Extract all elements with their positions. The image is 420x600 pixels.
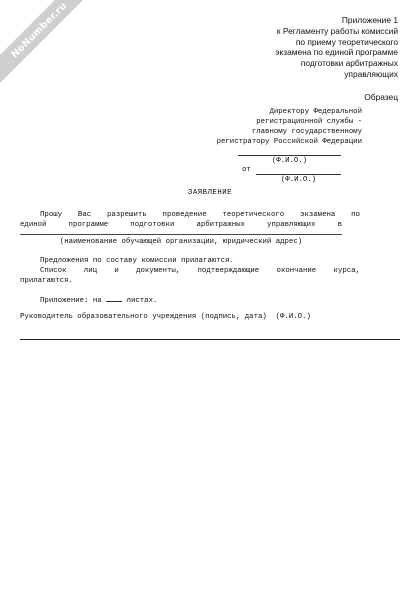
- addressee-fio-label: (Ф.И.О.): [271, 157, 308, 165]
- word: окончание: [276, 267, 317, 275]
- annex-line: Приложение 1: [341, 15, 398, 25]
- word: теоретического: [222, 211, 285, 219]
- word: и: [114, 267, 119, 275]
- word: экзамена: [300, 211, 336, 219]
- word: Прошу: [40, 211, 63, 219]
- word: разрешить: [107, 211, 147, 219]
- word: Список: [40, 267, 67, 275]
- word: лиц: [83, 267, 98, 275]
- addressee-line: Директору Федеральной: [269, 108, 362, 116]
- word: арбитражных: [196, 221, 245, 229]
- list-line-1: [20, 267, 360, 275]
- sheet-count-blank: [106, 294, 122, 302]
- watermark-text: NoNumber.ru: [8, 0, 70, 61]
- attachment-sheets: листах.: [126, 297, 158, 305]
- signature-line: Руководитель образовательного учреждения (подпись, дата) (Ф.И.О.): [20, 313, 311, 321]
- proposals-text: Предложения по составу комиссии прилагаются.: [40, 257, 234, 265]
- word: подтверждающие: [197, 267, 260, 275]
- annex-header: [198, 15, 398, 80]
- body-line-1: [20, 211, 360, 219]
- addressee-line: главному государственному: [251, 127, 362, 136]
- addressee-name-line: [238, 155, 341, 156]
- addressee-block: [162, 108, 362, 148]
- word: единой: [20, 221, 47, 229]
- word: по: [351, 211, 360, 219]
- sample-label: Образец: [364, 92, 398, 102]
- word: подготовки: [130, 221, 175, 229]
- addressee-line: регистратору Российской Федерации: [216, 137, 362, 146]
- word: управляющих: [267, 221, 316, 229]
- body-line-2: [20, 221, 342, 229]
- word: проведение: [162, 211, 207, 219]
- word: в: [337, 221, 342, 229]
- attachment-label: Приложение: на: [40, 297, 102, 305]
- applicant-fio-label: (Ф.И.О.): [280, 176, 317, 184]
- from-label: от: [242, 166, 251, 174]
- word: программе: [68, 221, 109, 229]
- annex-line: экзамена по единой программе: [275, 47, 398, 58]
- annex-line: подготовки арбитражных: [300, 58, 398, 69]
- document-title: ЗАЯВЛЕНИЕ: [187, 189, 233, 197]
- organization-caption: (наименование обучающей организации, юридический адрес): [59, 238, 303, 246]
- organization-name-line: [20, 234, 342, 235]
- watermark: [0, 0, 99, 90]
- annex-line: по приему теоретического: [295, 36, 398, 47]
- attachment-line: [20, 294, 360, 305]
- list-line-2: прилагаются.: [20, 277, 73, 285]
- word: курса,: [333, 267, 360, 275]
- annex-line: к Регламенту работы комиссий: [276, 25, 398, 36]
- word: Вас: [77, 211, 92, 219]
- bottom-separator: [20, 339, 400, 340]
- addressee-line: регистрационной службы -: [256, 117, 362, 126]
- word: документы,: [136, 267, 181, 275]
- applicant-name-line: [256, 174, 341, 175]
- annex-line: управляющих: [344, 68, 398, 79]
